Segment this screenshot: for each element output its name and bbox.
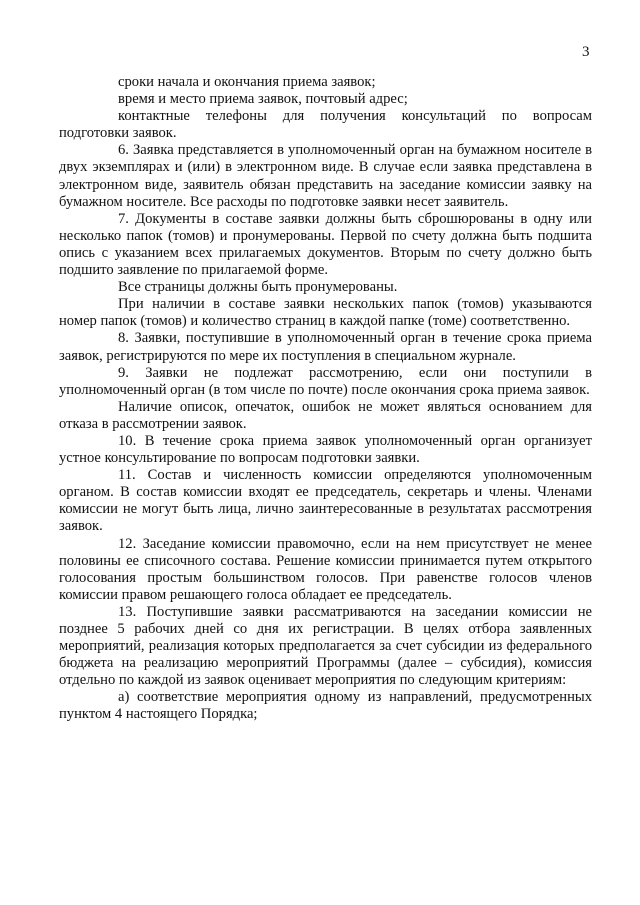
paragraph: 11. Состав и численность комиссии определяются уполномоченным органом. В состав комиссии входят ее председатель, секретарь и члены. Членами комиссии не могут быть лица, лично заинтересованные в результатах рассмотрения заявок. bbox=[59, 467, 592, 535]
paragraph: Все страницы должны быть пронумерованы. bbox=[118, 279, 398, 296]
paragraph: сроки начала и окончания приема заявок; bbox=[118, 74, 376, 90]
paragraph: 9. Заявки не подлежат рассмотрению, если они поступили в уполномоченный орган (в том числе по почте) после окончания срока приема заявок. bbox=[59, 364, 592, 398]
paragraph: 12. Заседание комиссии правомочно, если на нем присутствует не менее половины ее списочного состава. Решение комиссии принимается путем открытого голосования простым большинством голосов. При равенстве голосов членов комиссии правом решающего голоса обладает ее председатель. bbox=[59, 535, 592, 603]
paragraph: 13. Поступившие заявки рассматриваются на заседании комиссии не позднее 5 рабочих дней со дня их регистрации. В целях отбора заявленных мероприятий, реализация которых предполагается за счет субсидии из федерального бюджета на реализацию мероприятий Программы (далее – субсидия), комиссия отдельно по каждой из заявок оценивает мероприятия по следующим критериям: bbox=[59, 603, 592, 689]
paragraph: контактные телефоны для получения консультаций по вопросам подготовки заявок. bbox=[59, 108, 592, 142]
paragraph: 10. В течение срока приема заявок уполномоченный орган организует устное консультирование по вопросам подготовки заявки. bbox=[59, 432, 592, 467]
paragraph: При наличии в составе заявки нескольких папок (томов) указываются номер папок (томов) и количество страниц в каждой папке (томе) соответственно. bbox=[59, 296, 592, 330]
paragraph: Наличие описок, опечаток, ошибок не может являться основанием для отказа в рассмотрении заявок. bbox=[59, 398, 592, 432]
page-number: 3 bbox=[582, 44, 590, 60]
paragraph: 7. Документы в составе заявки должны быть сброшюрованы в одну или несколько папок (томов) и пронумерованы. Первой по счету должна быть подшита опись с указанием всех прилагаемых документов. Вторым по счету должно быть подшито заявление по прилагаемой форме. bbox=[59, 210, 592, 279]
paragraph: а) соответствие мероприятия одному из направлений, предусмотренных пунктом 4 настоящего Порядка; bbox=[59, 689, 592, 723]
paragraph: 8. Заявки, поступившие в уполномоченный орган в течение срока приема заявок, регистрируются по мере их поступления в специальном журнале. bbox=[59, 330, 592, 364]
document-body bbox=[59, 74, 592, 724]
paragraph: время и место приема заявок, почтовый адрес; bbox=[118, 91, 408, 108]
paragraph: 6. Заявка представляется в уполномоченный орган на бумажном носителе в двух экземплярах и (или) в электронном виде. В случае если заявка представлена в электронном виде, заявитель обязан представить на заседание комиссии заявку на бумажном носителе. Все расходы по подготовке заявки несет заявитель. bbox=[59, 142, 592, 210]
